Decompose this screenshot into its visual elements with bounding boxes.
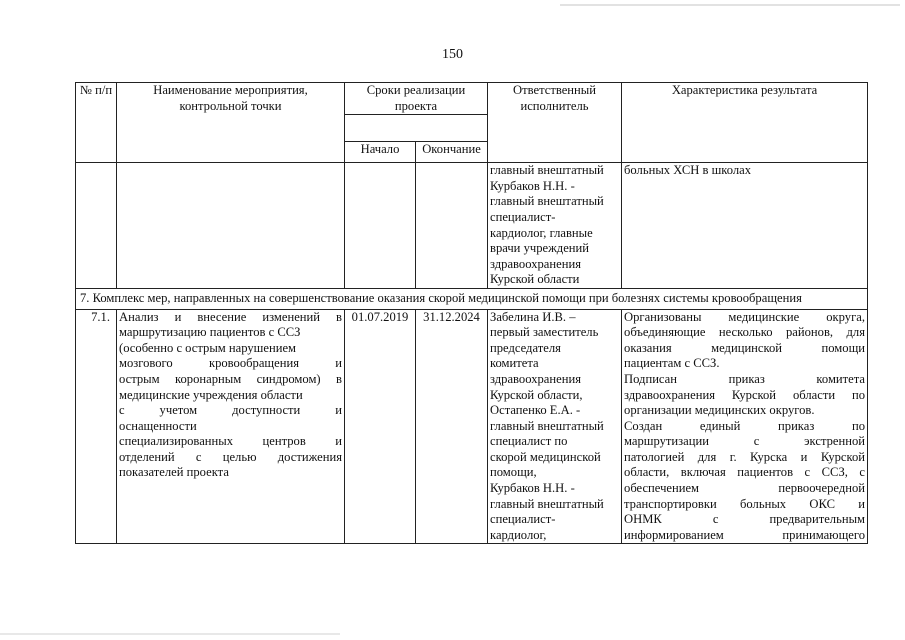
resp-line: специалист- xyxy=(490,512,556,527)
name-line: специализированных центров и xyxy=(119,434,342,449)
item-end: 31.12.2024 xyxy=(416,309,488,544)
result-line: оказания медицинской помощи xyxy=(624,340,866,355)
resp-line: комитета xyxy=(490,356,539,371)
scan-edge-top xyxy=(560,4,900,6)
result-line: маршрутизации с экстренной xyxy=(624,434,866,449)
resp-line: Курской области, xyxy=(490,387,583,402)
item-num: 7.1. xyxy=(76,309,117,544)
header-start: Начало xyxy=(345,142,416,163)
resp-line: Остапенко Е.А. - xyxy=(490,403,581,418)
name-line: с учетом доступности и xyxy=(119,403,342,418)
header-end: Окончание xyxy=(416,142,488,163)
header-num: № п/п xyxy=(76,83,117,163)
result-line: транспортировки больных ОКС и xyxy=(624,496,866,511)
resp-line: специалист по xyxy=(490,434,568,449)
item-start: 01.07.2019 xyxy=(345,309,416,544)
name-line: маршрутизацию пациентов с ССЗ xyxy=(119,325,301,340)
result-line: Создан единый приказ по xyxy=(624,418,866,433)
header-terms-spacer xyxy=(345,115,488,142)
section-row xyxy=(76,288,868,309)
result-line: информированием принимающего xyxy=(624,527,866,542)
page-number: 150 xyxy=(442,47,463,62)
section-title: 7. Комплекс мер, направленных на совершенствование оказания скорой медицинской помощи при болезнях системы кровообращения xyxy=(76,288,868,309)
name-line: показателей проекта xyxy=(119,465,229,480)
result-line: объединяющие несколько районов, для xyxy=(624,325,866,340)
continuation-start-cell xyxy=(345,163,416,289)
result-line: пациентам с ССЗ. xyxy=(624,356,720,371)
continuation-name-cell xyxy=(117,163,345,289)
resp-line: главный внештатный xyxy=(490,496,604,511)
result-line: области, включая пациентов с ССЗ, с xyxy=(624,465,866,480)
result-line: обеспечением первоочередной xyxy=(624,481,866,496)
result-line: организации медицинских округов. xyxy=(624,403,815,418)
continuation-row xyxy=(76,163,868,289)
resp-line: скорой медицинской xyxy=(490,449,601,464)
header-responsible: Ответственный исполнитель xyxy=(488,83,622,163)
resp-line: главный внештатный xyxy=(490,194,604,209)
continuation-result-cell: больных ХСН в школах xyxy=(622,163,868,289)
resp-line: врачи учреждений xyxy=(490,241,590,256)
name-line: (особенно с острым нарушением xyxy=(119,340,297,355)
name-line: отделений с целью достижения xyxy=(119,449,342,464)
item-name-cell xyxy=(117,309,345,544)
resp-line: главный внештатный xyxy=(490,418,604,433)
continuation-end-cell xyxy=(416,163,488,289)
name-line: оснащенности xyxy=(119,418,197,433)
result-line: Подписан приказ комитета xyxy=(624,371,866,386)
header-terms: Сроки реализации проекта xyxy=(345,83,488,115)
name-line: острым коронарным синдромом) в xyxy=(119,371,342,386)
scan-edge-bottom xyxy=(0,633,340,635)
resp-line: кардиолог, xyxy=(490,527,547,542)
resp-line: Курской области xyxy=(490,272,580,287)
resp-line: первый заместитель xyxy=(490,325,599,340)
result-line: здравоохранения Курской области по xyxy=(624,387,866,402)
result-line: ОНМК с предварительным xyxy=(624,512,866,527)
resp-line: помощи, xyxy=(490,465,537,480)
continuation-responsible-cell xyxy=(488,163,622,289)
resp-line: здравоохранения xyxy=(490,371,581,386)
name-line: мозгового кровообращения и xyxy=(119,356,342,371)
result-line: Организованы медицинские округа, xyxy=(624,309,866,324)
measures-table xyxy=(75,82,868,544)
resp-line: Курбаков Н.Н. - xyxy=(490,178,575,193)
resp-line: специалист- xyxy=(490,209,556,224)
header-result: Характеристика результата xyxy=(622,83,868,163)
result-line: патологией для г. Курска и Курской xyxy=(624,449,866,464)
name-line: медицинские учреждения области xyxy=(119,387,303,402)
resp-line: главный внештатный xyxy=(490,163,604,178)
item-responsible-cell xyxy=(488,309,622,544)
resp-line: здравоохранения xyxy=(490,256,581,271)
resp-line: кардиолог, главные xyxy=(490,225,593,240)
item-row xyxy=(76,309,868,544)
header-name: Наименование мероприятия, контрольной точки xyxy=(117,83,345,163)
resp-line: Курбаков Н.Н. - xyxy=(490,481,575,496)
continuation-num-cell xyxy=(76,163,117,289)
name-line: Анализ и внесение изменений в xyxy=(119,309,342,324)
resp-line: Забелина И.В. – xyxy=(490,309,576,324)
item-result-cell xyxy=(622,309,868,544)
resp-line: председателя xyxy=(490,340,561,355)
